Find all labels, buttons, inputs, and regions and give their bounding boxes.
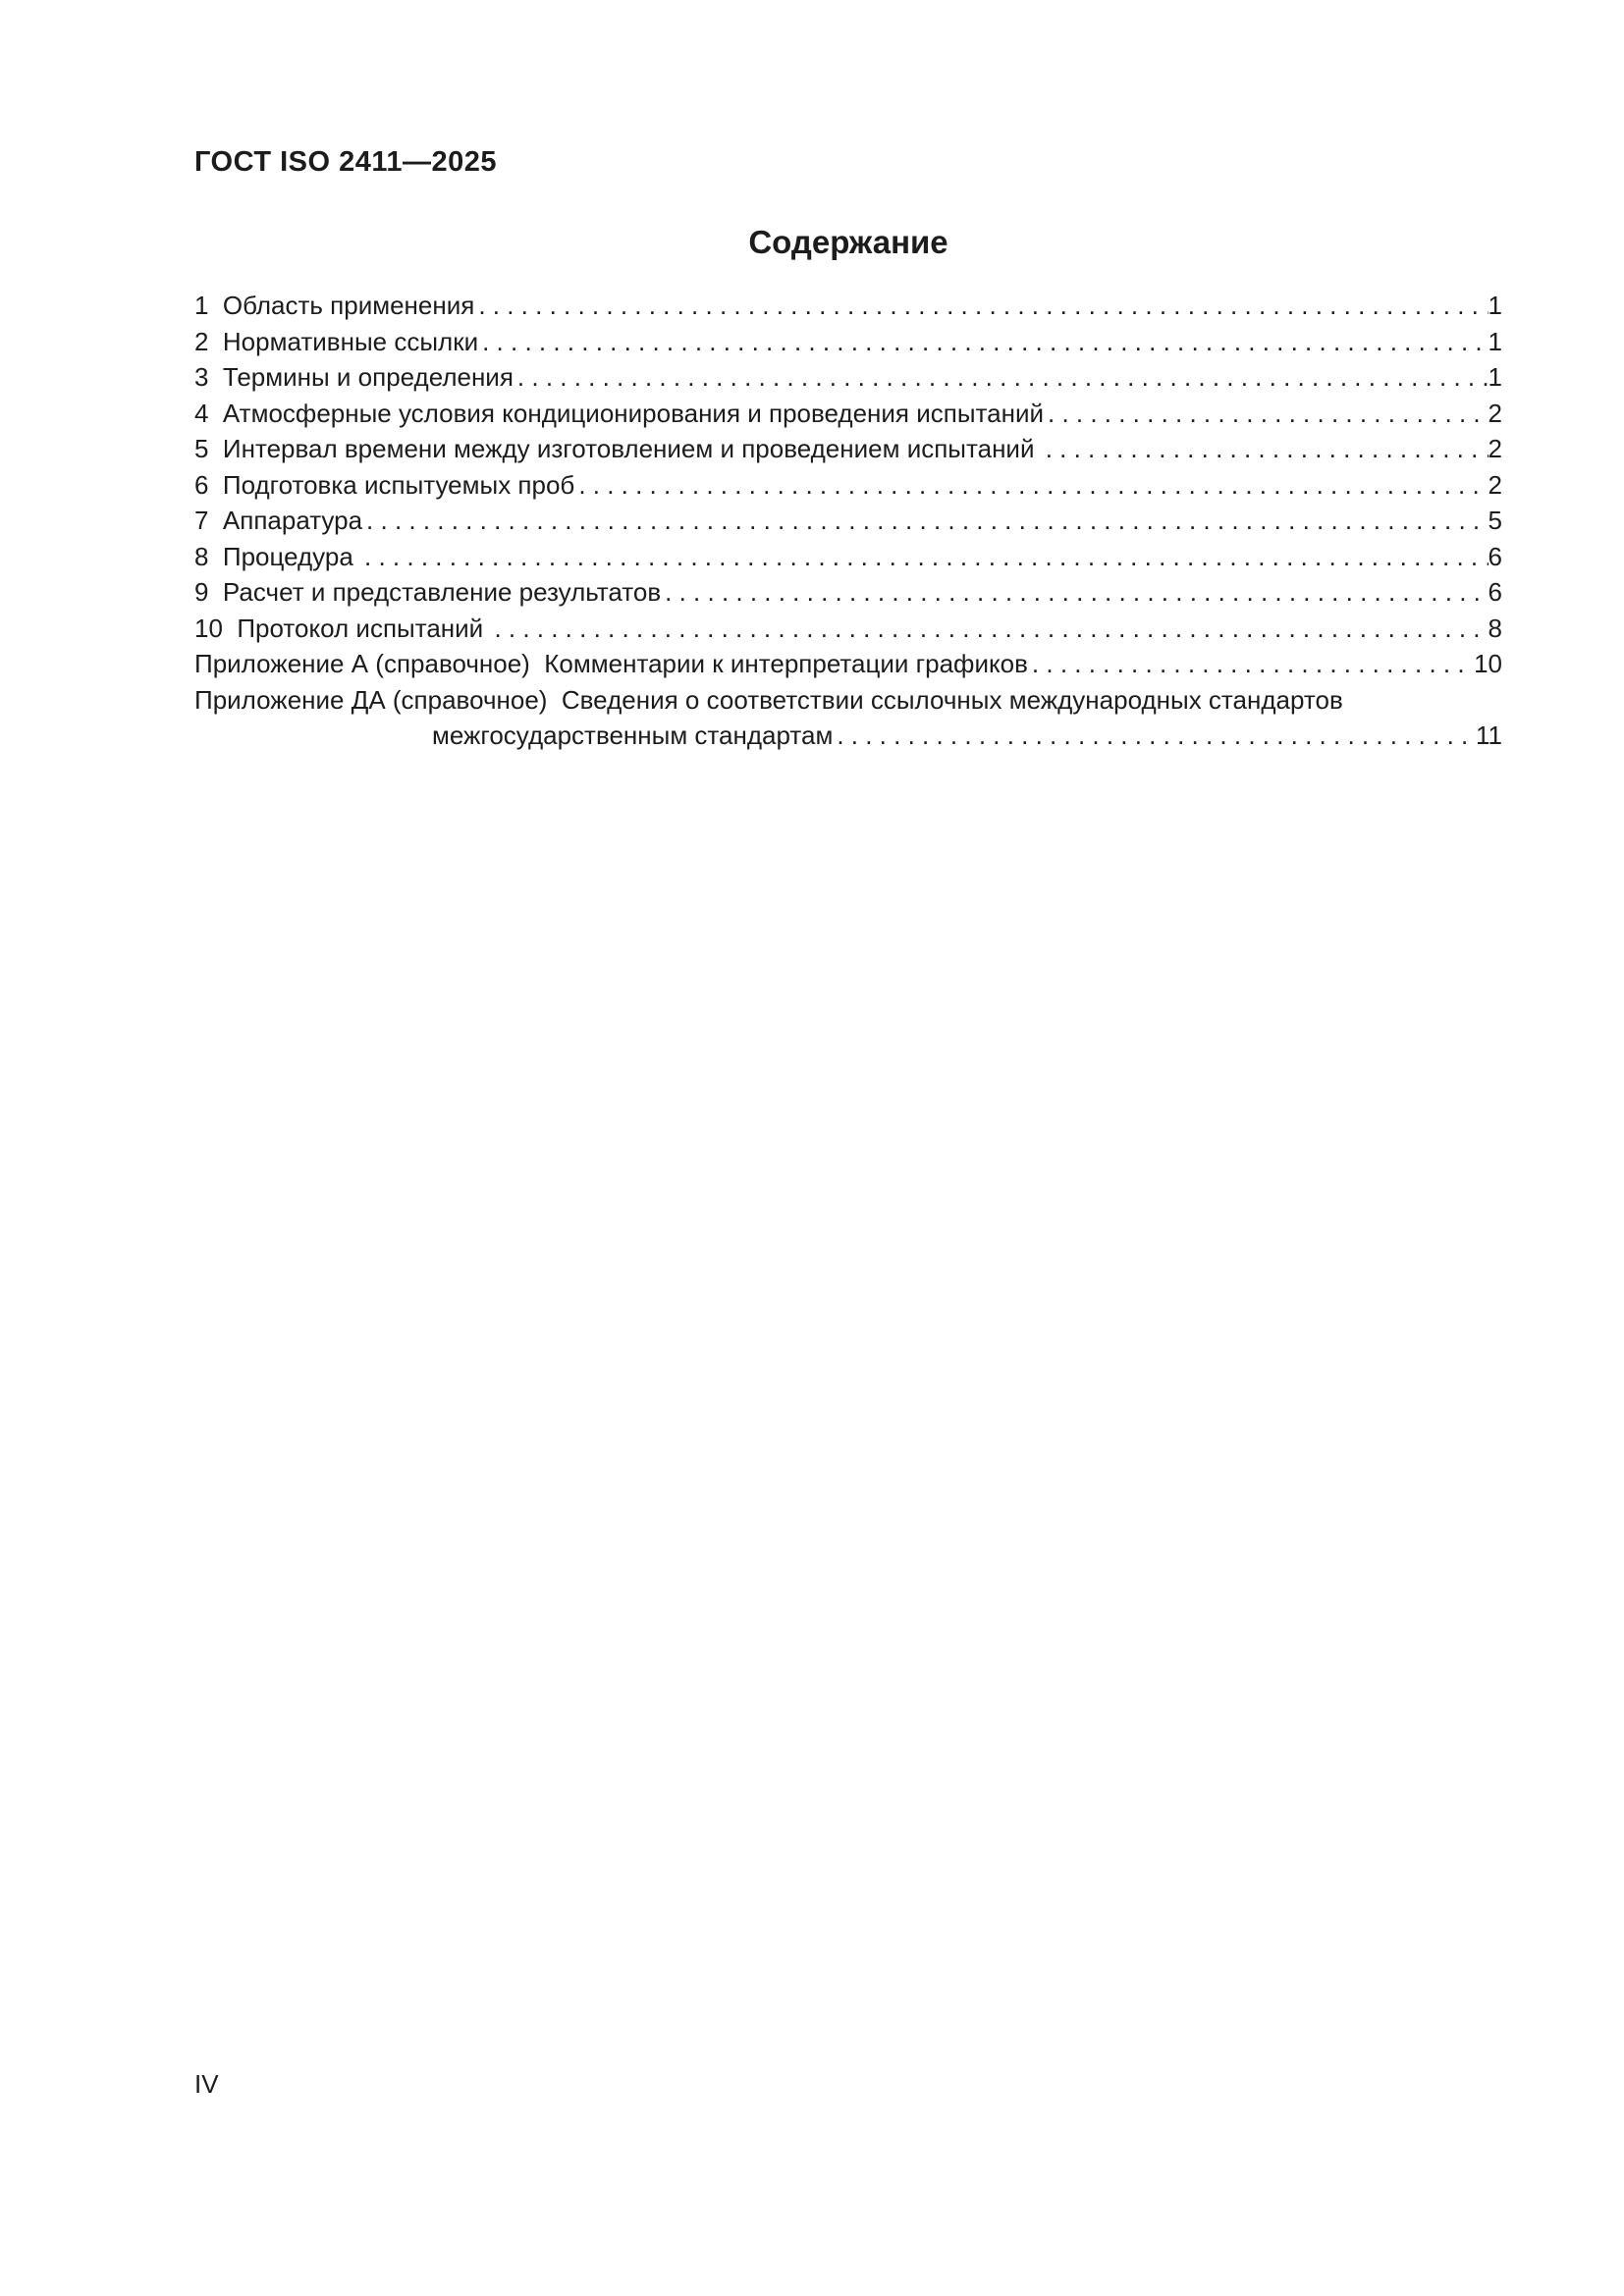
toc-entry-page-number: 2 [1488,469,1502,500]
toc-entry [194,324,1502,360]
toc-entry-page-number: 6 [1488,577,1502,607]
toc-dot-leader [1044,396,1489,432]
toc-entry-label: межгосударственным стандартам [432,721,834,750]
toc-entry [194,539,1502,575]
toc-entry-page-number: 1 [1488,326,1502,356]
table-of-contents [194,288,1502,754]
toc-entry [194,611,1502,647]
toc-entry-page-number: 2 [1488,398,1502,428]
toc-entry-page-number: 5 [1488,506,1502,535]
toc-entry-label: Приложение А (справочное) Комментарии к интерпретации графиков [194,649,1028,678]
toc-dot-leader [362,503,1488,539]
toc-entry-label: 3 Термины и определения [194,362,514,392]
toc-entry-label: 7 Аппаратура [194,506,363,535]
toc-entry-label: 2 Нормативные ссылки [194,326,479,356]
toc-dot-leader [1028,646,1474,682]
toc-entry-label: Приложение ДА (справочное) Сведения о соответствии ссылочных международных стандартов [194,684,1343,715]
page-title: Содержание [748,224,948,260]
toc-dot-leader [833,718,1476,754]
toc-entry [194,431,1502,467]
toc-entry-label: 1 Область применения [194,291,475,320]
toc-entry [194,682,1502,719]
toc-entry [194,359,1502,396]
toc-dot-leader [514,359,1489,396]
toc-entry-label: 4 Атмосферные условия кондиционирования и проведения испытаний [194,398,1044,428]
toc-entry [194,396,1502,432]
page-number-footer: IV [194,2069,219,2099]
toc-entry [194,288,1502,324]
toc-entry-label: 10 Протокол испытаний [194,613,491,643]
toc-entry [194,574,1502,611]
toc-entry-page-number: 1 [1488,362,1502,392]
toc-dot-leader [478,324,1488,360]
document-standard-code: ГОСТ ISO 2411—2025 [194,146,498,178]
toc-entry-page-number: 6 [1488,541,1502,571]
toc-dot-leader [490,611,1488,647]
toc-entry-label: 9 Расчет и представление результатов [194,577,662,607]
toc-entry [194,503,1502,539]
toc-entry-label: 6 Подготовка испытуемых проб [194,469,575,500]
toc-entry-page-number: 11 [1476,721,1502,750]
toc-entry [194,718,1502,754]
toc-entry-page-number: 8 [1488,613,1502,643]
toc-entry-page-number: 10 [1474,649,1502,678]
toc-entry-page-number: 1 [1488,291,1502,320]
toc-entry-label: 5 Интервал времени между изготовлением и проведением испытаний [194,434,1042,463]
toc-entry [194,646,1502,682]
toc-entry [194,467,1502,504]
toc-entry-page-number: 2 [1488,434,1502,463]
toc-dot-leader [574,467,1488,504]
toc-dot-leader [474,288,1488,324]
toc-dot-leader [661,574,1488,611]
toc-entry-label: 8 Процедура [194,541,361,571]
toc-dot-leader [1042,431,1489,467]
toc-dot-leader [360,539,1489,575]
